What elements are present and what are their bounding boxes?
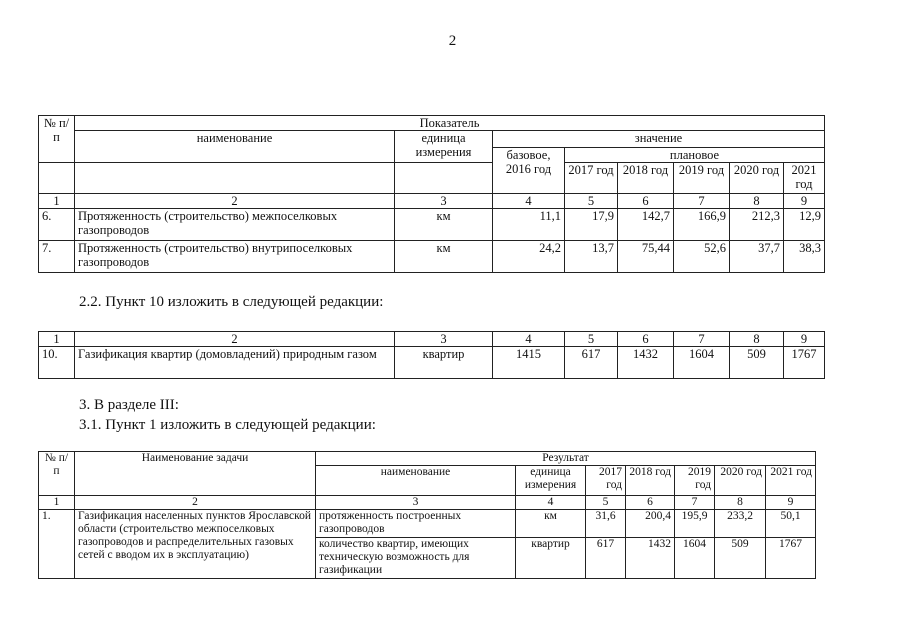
result-name: протяженность построенных газопроводов — [316, 510, 516, 538]
row-name: Протяженность (строительство) внутрипоселковых газопроводов — [75, 241, 395, 273]
task-name: Газификация населенных пунктов Ярославской области (строительство межпоселковых газопроводов и распределительных газовых сетей с вводом их в эксплуатацию) — [75, 510, 316, 579]
col-number: 7 — [674, 194, 730, 209]
row-value: 509 — [730, 347, 784, 379]
row-value: 75,44 — [618, 241, 674, 273]
header-name: наименование — [75, 131, 395, 163]
header-year: 2017 год — [586, 466, 626, 496]
row-value: 17,9 — [565, 209, 618, 241]
col-number: 8 — [730, 332, 784, 347]
header-num: № п/п — [39, 116, 75, 163]
row-value: 12,9 — [784, 209, 825, 241]
col-number: 9 — [784, 332, 825, 347]
row-value: 37,7 — [730, 241, 784, 273]
col-number: 5 — [586, 496, 626, 510]
col-number: 4 — [516, 496, 586, 510]
page-number: 2 — [448, 33, 457, 49]
result-unit: км — [516, 510, 586, 538]
row-num: 7. — [39, 241, 75, 273]
row-name: Протяженность (строительство) межпоселковых газопроводов — [75, 209, 395, 241]
result-unit: квартир — [516, 538, 586, 579]
result-value: 200,4 — [626, 510, 675, 538]
result-value: 50,1 — [766, 510, 816, 538]
row-value: 13,7 — [565, 241, 618, 273]
col-number: 8 — [730, 194, 784, 209]
task-num: 1. — [39, 510, 75, 579]
header-unit: единица измерения — [395, 131, 493, 163]
header-year: 2018 год — [618, 163, 674, 194]
header-base: базовое, 2016 год — [493, 148, 565, 194]
result-value: 1604 — [675, 538, 715, 579]
header-value: значение — [493, 131, 825, 148]
row-value: 38,3 — [784, 241, 825, 273]
header-year: 2021 год — [766, 466, 816, 496]
result-value: 509 — [715, 538, 766, 579]
col-number: 1 — [39, 194, 75, 209]
row-value: 1767 — [784, 347, 825, 379]
column-numbers-row — [39, 496, 816, 510]
row-value: 1432 — [618, 347, 674, 379]
header-year: 2020 год — [715, 466, 766, 496]
row-value: 142,7 — [618, 209, 674, 241]
col-number: 2 — [75, 194, 395, 209]
table-row — [39, 510, 816, 538]
indicators-table — [38, 115, 825, 273]
table-row — [39, 241, 825, 273]
header-indicator: Показатель — [75, 116, 825, 131]
col-number: 2 — [75, 496, 316, 510]
col-number: 3 — [316, 496, 516, 510]
col-number: 3 — [395, 332, 493, 347]
header-year: 2020 год — [730, 163, 784, 194]
header-result: Результат — [316, 452, 816, 466]
gasification-table — [38, 331, 825, 379]
header-year: 2018 год — [626, 466, 675, 496]
result-value: 1432 — [626, 538, 675, 579]
row-value: 212,3 — [730, 209, 784, 241]
row-value: 1604 — [674, 347, 730, 379]
col-number: 3 — [395, 194, 493, 209]
row-value: 11,1 — [493, 209, 565, 241]
row-value: 52,6 — [674, 241, 730, 273]
result-value: 617 — [586, 538, 626, 579]
row-value: 617 — [565, 347, 618, 379]
col-number: 2 — [75, 332, 395, 347]
row-name: Газификация квартир (домовладений) природным газом — [75, 347, 395, 379]
table-row — [39, 209, 825, 241]
row-unit: км — [395, 209, 493, 241]
col-number: 1 — [39, 332, 75, 347]
header-year: 2017 год — [565, 163, 618, 194]
col-number: 9 — [766, 496, 816, 510]
header-unit: единица измерения — [516, 466, 586, 496]
result-value: 1767 — [766, 538, 816, 579]
result-value: 233,2 — [715, 510, 766, 538]
paragraph-2-2: 2.2. Пункт 10 изложить в следующей редакции: — [79, 294, 384, 310]
result-value: 31,6 — [586, 510, 626, 538]
paragraph-3: 3. В разделе III: — [79, 397, 179, 413]
col-number: 8 — [715, 496, 766, 510]
col-number: 6 — [618, 194, 674, 209]
row-unit: квартир — [395, 347, 493, 379]
tasks-table — [38, 451, 816, 579]
row-value: 1415 — [493, 347, 565, 379]
header-num: № п/п — [39, 452, 75, 496]
col-number: 5 — [565, 194, 618, 209]
col-number: 6 — [618, 332, 674, 347]
col-number: 4 — [493, 332, 565, 347]
col-number: 4 — [493, 194, 565, 209]
header-year: 2019 год — [674, 163, 730, 194]
column-numbers-row — [39, 332, 825, 347]
result-name: количество квартир, имеющих техническую возможность для газификации — [316, 538, 516, 579]
row-value: 24,2 — [493, 241, 565, 273]
paragraph-3-1: 3.1. Пункт 1 изложить в следующей редакции: — [79, 417, 376, 433]
header-planned: плановое — [565, 148, 825, 163]
col-number: 6 — [626, 496, 675, 510]
col-number: 7 — [674, 332, 730, 347]
row-num: 6. — [39, 209, 75, 241]
row-num: 10. — [39, 347, 75, 379]
header-year: 2021 год — [784, 163, 825, 194]
col-number: 5 — [565, 332, 618, 347]
col-number: 1 — [39, 496, 75, 510]
column-numbers-row — [39, 194, 825, 209]
header-name: наименование — [316, 466, 516, 496]
table-row — [39, 347, 825, 379]
header-year: 2019 год — [675, 466, 715, 496]
row-unit: км — [395, 241, 493, 273]
header-task: Наименование задачи — [75, 452, 316, 496]
col-number: 7 — [675, 496, 715, 510]
result-value: 195,9 — [675, 510, 715, 538]
col-number: 9 — [784, 194, 825, 209]
row-value: 166,9 — [674, 209, 730, 241]
